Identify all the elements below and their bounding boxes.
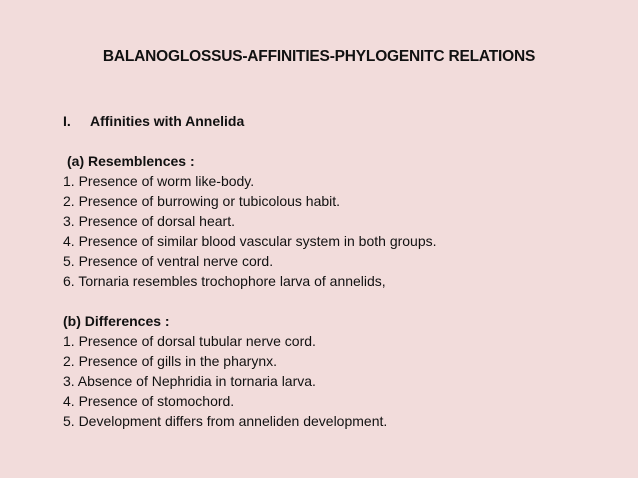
spacer: [63, 131, 623, 151]
slide-content: [63, 111, 623, 431]
list-item: 5. Presence of ventral nerve cord.: [63, 253, 274, 269]
list-item: 3. Presence of dorsal heart.: [63, 213, 235, 229]
list-item: 1. Presence of dorsal tubular nerve cord.: [63, 333, 316, 349]
list-item: 4. Presence of stomochord.: [63, 393, 235, 409]
section-title: Affinities with Annelida: [90, 113, 245, 129]
list-item: 1. Presence of worm like-body.: [63, 173, 255, 189]
spacer: [63, 291, 623, 311]
list-item: 4. Presence of similar blood vascular system in both groups.: [63, 233, 437, 249]
resemblences-heading: (a) Resemblences :: [67, 153, 195, 169]
list-item: 2. Presence of burrowing or tubicolous habit.: [63, 193, 341, 209]
differences-list: [63, 331, 623, 431]
list-item: 3. Absence of Nephridia in tornaria larva.: [63, 373, 316, 389]
section-number: I.: [63, 113, 71, 129]
list-item: 6. Tornaria resembles trochophore larva of annelids,: [63, 273, 386, 289]
list-item: 5. Development differs from anneliden development.: [63, 413, 388, 429]
section-heading: [63, 111, 623, 131]
slide-title: BALANOGLOSSUS-AFFINITIES-PHYLOGENITC RELATIONS: [102, 48, 536, 65]
resemblences-list: [63, 171, 623, 291]
differences-heading: (b) Differences :: [63, 313, 170, 329]
list-item: 2. Presence of gills in the pharynx.: [63, 353, 278, 369]
